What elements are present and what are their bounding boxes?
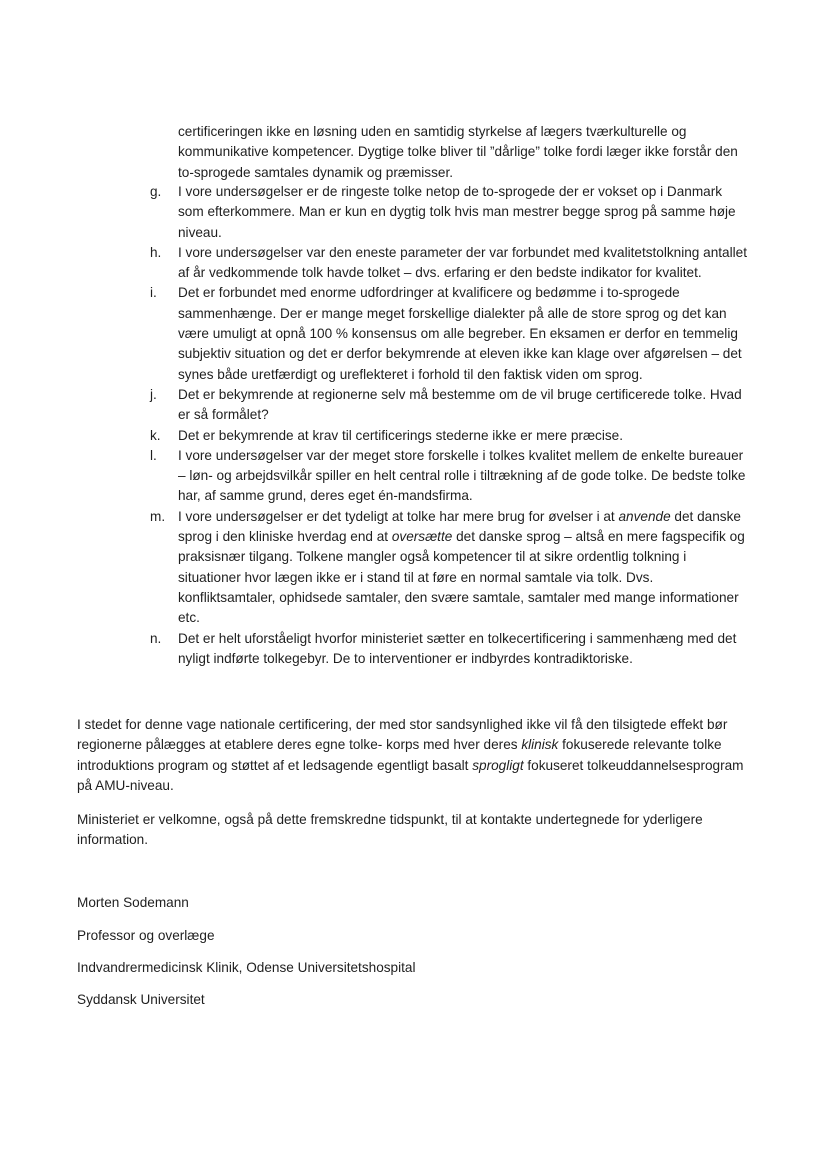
list-item-text: Det er forbundet med enorme udfordringer at kvalificere og bedømme i to-sprogede sammenhænge. Der er mange meget forskellige dialekter på alle de store sprog og det kan være umuligt at opnå 100 % konsensus om alle begreber. En eksamen er derfor en temmelig subjektiv situation og det er derfor bekymrende at eleven ikke kan klage over afgørelsen – det synes både uretfærdigt og ureflekteret i forhold til den faktisk viden om sprog.	[178, 285, 742, 382]
text-segment: det danske sprog i den kliniske hverdag end at	[178, 508, 741, 545]
text-segment: fokuseret tolkeuddannelsesprogram på AMU-niveau.	[77, 757, 744, 793]
list-item-text: I vore undersøgelser var den eneste parameter der var forbundet med kvalitetstolkning antallet af år vedkommende tolk havde tolket – dvs. erfaring er den bedste indikator for kvalitet.	[178, 244, 747, 281]
list-item-text: I vore undersøgelser er de ringeste tolke netop de to-sprogede der er vokset op i Danmark som efterkommere. Man er kun en dygtig tolk hvis man mestrer begge sprog på samme høje niveau.	[178, 184, 736, 240]
contact-paragraph: Ministeriet er velkomne, også på dette fremskredne tidspunkt, til at kontakte undertegnede for yderligere information.	[77, 812, 703, 848]
list-item-letter: m.	[150, 508, 166, 524]
list-item-letter: k.	[150, 427, 161, 443]
signature-title: Professor og overlæge	[77, 928, 215, 943]
list-item-text: Det er helt uforståeligt hvorfor ministeriet sætter en tolkecertificering i sammenhæng med det nyligt indførte tolkegebyr. De to interventioner er indbyrdes kontradiktoriske.	[178, 630, 737, 666]
numbered-list	[150, 182, 750, 669]
signature-name: Morten Sodemann	[77, 895, 189, 910]
recommendation-paragraph	[77, 715, 749, 796]
list-item-letter: h.	[150, 244, 162, 260]
emphasized-word: oversætte	[391, 529, 453, 545]
list-item-k	[150, 426, 750, 446]
text-segment: I stedet for denne vage nationale certificering, der med stor sandsynlighed ikke vil få den tilsigtede effekt bør regionerne pålægges at etablere deres egne tolke- korps med hver deres	[77, 717, 728, 753]
emphasized-word: sprogligt	[472, 757, 524, 773]
emphasized-word: klinisk	[521, 737, 559, 753]
list-item-text: Det er bekymrende at regionerne selv må bestemme om de vil bruge certificerede tolke. Hvad er så formålet?	[178, 386, 742, 423]
list-item-letter: g.	[150, 184, 162, 199]
list-item-letter: i.	[150, 285, 157, 301]
text-segment: I vore undersøgelser er det tydeligt at tolke har mere brug for øvelser i at	[178, 508, 619, 524]
list-item-text	[178, 507, 750, 629]
text-segment: fokuserede relevante tolke introduktions program og støttet af et ledsagende egentligt basalt	[77, 737, 722, 773]
list-item-letter: l.	[150, 447, 157, 463]
text-segment: det danske sprog – altså en mere fagspecifik og praksisnær tilgang. Tolkene mangler også kompetencer til at sikre ordentlig tolkning i situationer hvor lægen ikke er i stand til at føre en normal samtale via tolk. Dvs. konfliktsamtaler, ophidsede samtaler, den svære samtale, samtaler med mange informationer etc.	[178, 529, 745, 626]
list-item-letter: n.	[150, 630, 162, 646]
list-item-i	[150, 283, 750, 384]
list-item-text: I vore undersøgelser var der meget store forskelle i tolkes kvalitet mellem de enkelte bureauer – løn- og arbejdsvilkår spiller en helt central rolle i tiltrækning af de gode tolke. De bedste tolke har, af samme grund, deres eget én-mandsfirma.	[178, 447, 746, 504]
signature-department: Indvandrermedicinsk Klinik, Odense Universitetshospital	[77, 960, 416, 975]
list-item-letter: j.	[150, 386, 157, 402]
emphasized-word: anvende	[618, 508, 671, 524]
list-item-h	[150, 243, 750, 284]
list-item-m	[150, 507, 750, 629]
list-item-continuation: certificeringen ikke en løsning uden en samtidig styrkelse af lægers tværkulturelle og kommunikative kompetencer. Dygtige tolke bliver til ”dårlige” tolke fordi læger ikke forstår den to-sprogede samtales dynamik og præmisser.	[178, 124, 738, 180]
list-item-j	[150, 385, 750, 426]
signature-institution: Syddansk Universitet	[77, 992, 205, 1007]
list-item-n	[150, 629, 750, 670]
list-item-g	[150, 182, 750, 243]
list-item-l	[150, 446, 750, 507]
list-item-text: Det er bekymrende at krav til certificerings stederne ikke er mere præcise.	[178, 427, 623, 443]
